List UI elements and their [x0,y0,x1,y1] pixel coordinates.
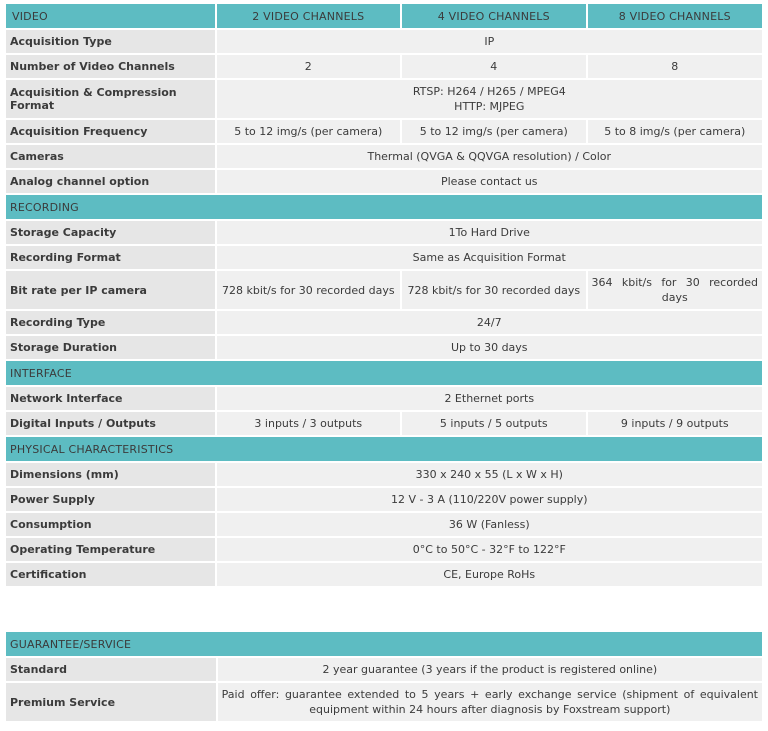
row-value: IP [217,30,762,53]
table-row [6,513,762,536]
row-value: 5 inputs / 5 outputs [402,412,585,435]
row-label: Acquisition & Compression Format [6,80,215,118]
row-value: 5 to 12 img/s (per camera) [217,120,400,143]
table-row [6,488,762,511]
row-label: Premium Service [6,683,216,721]
table-row [6,80,762,118]
section-row [6,632,762,656]
row-value: CE, Europe RoHs [217,563,762,586]
section-header-interface: INTERFACE [6,361,762,385]
table-row [6,538,762,561]
spec-table [4,2,764,588]
column-header-8-channels: 8 VIDEO CHANNELS [588,4,762,28]
row-label: Acquisition Type [6,30,215,53]
section-header-video: VIDEO [6,4,215,28]
table-row [6,221,762,244]
table-row [6,336,762,359]
row-label: Standard [6,658,216,681]
table-row [6,120,762,143]
row-value: 3 inputs / 3 outputs [217,412,400,435]
row-value: 36 W (Fanless) [217,513,762,536]
row-value: Paid offer: guarantee extended to 5 years + early exchange service (shipment of equivalent equipment within 24 hours after diagnosis by Foxstream support) [218,683,762,721]
table-row [6,55,762,78]
compression-line-rtsp: RTSP: H264 / H265 / MPEG4 [412,85,566,98]
section-row [6,437,762,461]
table-row [6,145,762,168]
row-label: Cameras [6,145,215,168]
row-value: Same as Acquisition Format [217,246,762,269]
row-value: 5 to 12 img/s (per camera) [402,120,585,143]
table-header-row [6,4,762,28]
row-label: Number of Video Channels [6,55,215,78]
row-label: Bit rate per IP camera [6,271,215,309]
section-row [6,361,762,385]
compression-line-http: HTTP: MJPEG [454,100,525,113]
row-label: Network Interface [6,387,215,410]
row-label: Digital Inputs / Outputs [6,412,215,435]
row-value: 5 to 8 img/s (per camera) [588,120,762,143]
table-row [6,412,762,435]
row-value [217,80,762,118]
row-value: 4 [402,55,585,78]
row-label: Operating Temperature [6,538,215,561]
row-label: Storage Duration [6,336,215,359]
column-header-2-channels: 2 VIDEO CHANNELS [217,4,400,28]
row-label: Storage Capacity [6,221,215,244]
table-row [6,30,762,53]
row-value: Up to 30 days [217,336,762,359]
row-value: 12 V - 3 A (110/220V power supply) [217,488,762,511]
row-value: 8 [588,55,762,78]
row-value: 0°C to 50°C - 32°F to 122°F [217,538,762,561]
column-header-4-channels: 4 VIDEO CHANNELS [402,4,585,28]
table-row [6,246,762,269]
row-value: Please contact us [217,170,762,193]
row-value: 2 year guarantee (3 years if the product is registered online) [218,658,762,681]
row-label: Analog channel option [6,170,215,193]
section-header-guarantee: GUARANTEE/SERVICE [6,632,762,656]
guarantee-table [4,630,764,723]
row-value: 2 Ethernet ports [217,387,762,410]
table-row [6,683,762,721]
table-row [6,658,762,681]
row-value: 24/7 [217,311,762,334]
row-value: Thermal (QVGA & QQVGA resolution) / Color [217,145,762,168]
row-label: Consumption [6,513,215,536]
table-row [6,170,762,193]
row-label: Recording Format [6,246,215,269]
row-value: 9 inputs / 9 outputs [588,412,762,435]
table-row [6,463,762,486]
row-label: Dimensions (mm) [6,463,215,486]
row-label: Recording Type [6,311,215,334]
section-header-physical: PHYSICAL CHARACTERISTICS [6,437,762,461]
table-row [6,563,762,586]
table-row [6,311,762,334]
row-value: 728 kbit/s for 30 recorded days [217,271,400,309]
section-row [6,195,762,219]
row-label: Power Supply [6,488,215,511]
row-value: 1To Hard Drive [217,221,762,244]
row-value: 728 kbit/s for 30 recorded days [402,271,585,309]
table-row [6,387,762,410]
section-header-recording: RECORDING [6,195,762,219]
row-value: 330 x 240 x 55 (L x W x H) [217,463,762,486]
row-label: Certification [6,563,215,586]
row-label: Acquisition Frequency [6,120,215,143]
row-value: 2 [217,55,400,78]
table-row [6,271,762,309]
row-value: 364 kbit/s for 30 recorded days [588,271,762,309]
